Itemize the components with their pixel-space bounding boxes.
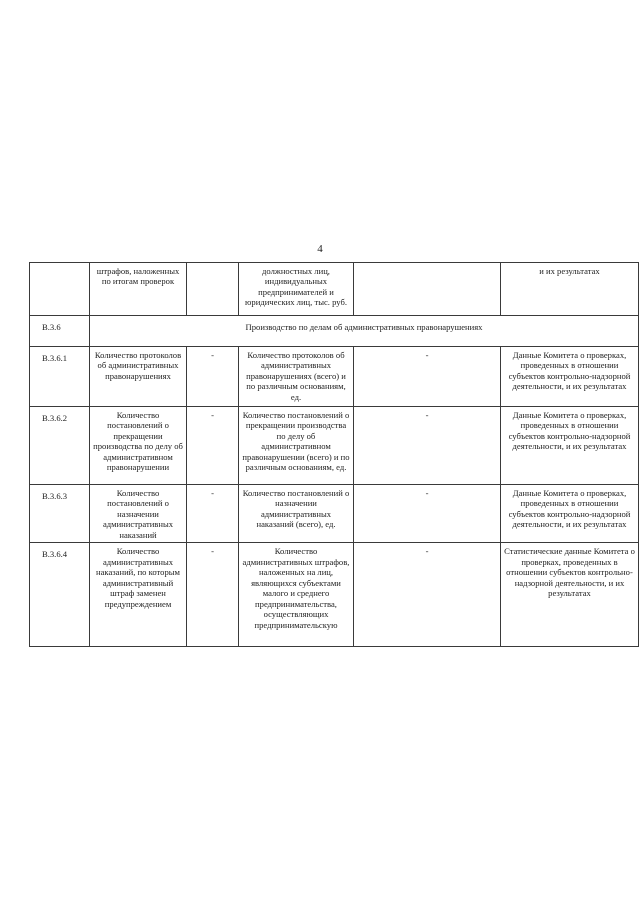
row-dash: - (354, 543, 501, 647)
row-indicator: Количество постановлений о прекращении производства по делу об административном правонарушении (всего) и по различным основаниям, ед. (239, 407, 354, 485)
row-indicator: Количество постановлений о назначении административных наказаний (всего), ед. (239, 485, 354, 543)
page-number: 4 (317, 243, 323, 255)
row-indicator: должностных лиц, индивидуальных предпринимателей и юридических лиц, тыс. руб. (239, 263, 354, 316)
row-dash (354, 263, 501, 316)
row-dash: - (354, 347, 501, 407)
row-dash: - (354, 485, 501, 543)
section-row (30, 316, 639, 347)
row-source: Статистические данные Комитета о проверках, проведенных в отношении субъектов контрольно-надзорной деятельности, и их результатах (501, 543, 639, 647)
table-row (30, 347, 639, 407)
row-dash: - (187, 347, 239, 407)
row-source: Данные Комитета о проверках, проведенных в отношении субъектов контрольно-надзорной деятельности, и их результатах (501, 485, 639, 543)
row-source: Данные Комитета о проверках, проведенных в отношении субъектов контрольно-надзорной деятельности, и их результатах (501, 347, 639, 407)
table-row (30, 485, 639, 543)
row-dash: - (187, 485, 239, 543)
row-dash (187, 263, 239, 316)
row-source: Данные Комитета о проверках, проведенных в отношении субъектов контрольно-надзорной деятельности, и их результатах (501, 407, 639, 485)
table-row (30, 407, 639, 485)
row-code: В.3.6.2 (30, 407, 90, 485)
row-code (30, 263, 90, 316)
row-code: В.3.6.1 (30, 347, 90, 407)
row-source: и их результатах (501, 263, 639, 316)
row-indicator: Количество протоколов об административных правонарушениях (всего) и по различным основаниям, ед. (239, 347, 354, 407)
row-name: Количество постановлений о прекращении производства по делу об административном правонарушении (90, 407, 187, 485)
table-row (30, 543, 639, 647)
row-name: штрафов, наложенных по итогам проверок (90, 263, 187, 316)
row-dash: - (187, 543, 239, 647)
row-code: В.3.6.4 (30, 543, 90, 647)
row-name: Количество постановлений о назначении административных наказаний (90, 485, 187, 543)
row-dash: - (354, 407, 501, 485)
row-code: В.3.6.3 (30, 485, 90, 543)
row-indicator: Количество административных штрафов, наложенных на лиц, являющихся субъектами малого и среднего предпринимательства, осуществляющих предпринимательскую (239, 543, 354, 647)
indicators-table (29, 262, 639, 647)
table-row (30, 263, 639, 316)
row-name: Количество протоколов об административных правонарушениях (90, 347, 187, 407)
section-title: Производство по делам об административных правонарушениях (90, 316, 639, 347)
row-name: Количество административных наказаний, по которым административный штраф заменен предупреждением (90, 543, 187, 647)
row-dash: - (187, 407, 239, 485)
section-code: В.3.6 (30, 316, 90, 347)
